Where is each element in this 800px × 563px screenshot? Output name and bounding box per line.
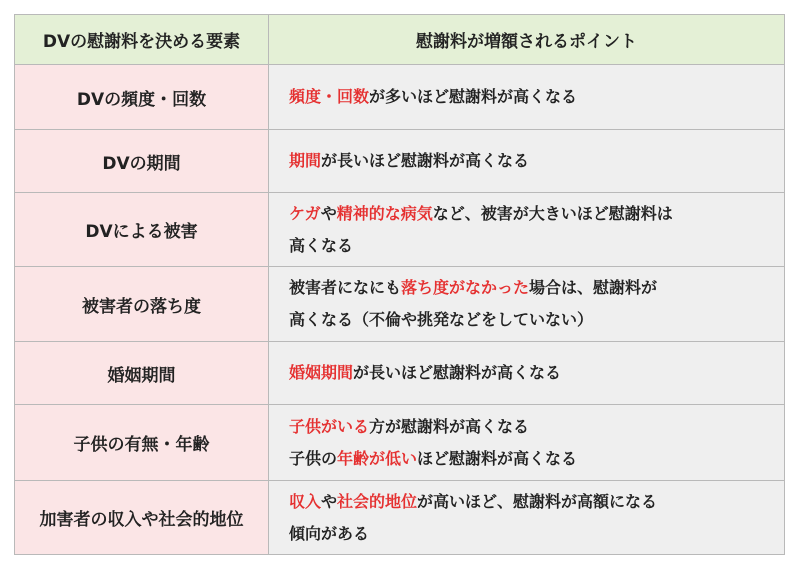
point-text: ほど慰謝料が高くなる [417, 448, 578, 468]
factor-cell: 加害者の収入や社会的地位 [15, 481, 269, 555]
point-line [289, 81, 772, 113]
point-text: 高くなる（不倫や挑発などをしていない） [289, 310, 594, 329]
point-line [289, 304, 772, 336]
point-line [289, 230, 772, 262]
point-text: や [321, 491, 338, 511]
point-line [289, 486, 772, 518]
point-text: や [320, 203, 337, 223]
header-factor: DVの慰謝料を決める要素 [15, 15, 269, 65]
point-cell [269, 405, 785, 481]
factor-cell: 婚姻期間 [15, 342, 269, 405]
table-body [15, 65, 785, 555]
point-cell [269, 193, 785, 267]
factor-cell: DVの期間 [15, 130, 269, 193]
point-text: が高いほど、慰謝料が高額になる [417, 491, 658, 511]
factor-cell: 被害者の落ち度 [15, 267, 269, 342]
highlighted-text: 落ち度がなかった [401, 278, 530, 297]
point-line [289, 272, 772, 304]
table-row [15, 130, 785, 193]
point-text: 傾向がある [289, 523, 370, 543]
highlighted-text: 精神的な病気 [336, 203, 433, 223]
point-cell [269, 481, 785, 555]
dv-compensation-table-container [14, 14, 784, 555]
point-cell [269, 65, 785, 130]
table-row [15, 65, 785, 130]
table-row [15, 405, 785, 481]
dv-compensation-table [14, 14, 785, 555]
highlighted-text: 収入 [289, 491, 322, 511]
factor-cell: DVの頻度・回数 [15, 65, 269, 130]
factor-cell: DVによる被害 [15, 193, 269, 267]
point-text: など、被害が大きいほど慰謝料は [432, 203, 673, 223]
point-text: 場合は、慰謝料が [529, 278, 658, 297]
point-line [289, 357, 772, 389]
point-text: 高くなる [289, 235, 354, 255]
table-row [15, 193, 785, 267]
highlighted-text: 年齢が低い [337, 448, 418, 468]
point-line [289, 198, 772, 230]
header-point: 慰謝料が増額されるポイント [269, 15, 785, 65]
point-text: が多いほど慰謝料が高くなる [369, 87, 578, 106]
factor-cell: 子供の有無・年齢 [15, 405, 269, 481]
highlighted-text: 婚姻期間 [289, 363, 354, 382]
point-cell [269, 342, 785, 405]
table-row [15, 267, 785, 342]
table-row [15, 481, 785, 555]
highlighted-text: ケガ [289, 203, 321, 223]
point-text: が長いほど慰謝料が高くなる [321, 151, 530, 170]
point-text: 方が慰謝料が高くなる [369, 416, 530, 436]
point-line [289, 518, 772, 550]
highlighted-text: 子供がいる [289, 416, 370, 436]
point-text: 被害者になにも [289, 278, 402, 297]
highlighted-text: 期間 [289, 151, 322, 170]
point-line [289, 443, 772, 475]
point-line [289, 145, 772, 177]
point-cell [269, 267, 785, 342]
point-cell [269, 130, 785, 193]
table-row [15, 342, 785, 405]
point-text: が長いほど慰謝料が高くなる [353, 363, 562, 382]
point-line [289, 411, 772, 443]
table-header-row [15, 15, 785, 65]
point-text: 子供の [289, 448, 338, 468]
highlighted-text: 頻度・回数 [289, 87, 370, 106]
highlighted-text: 社会的地位 [337, 491, 418, 511]
